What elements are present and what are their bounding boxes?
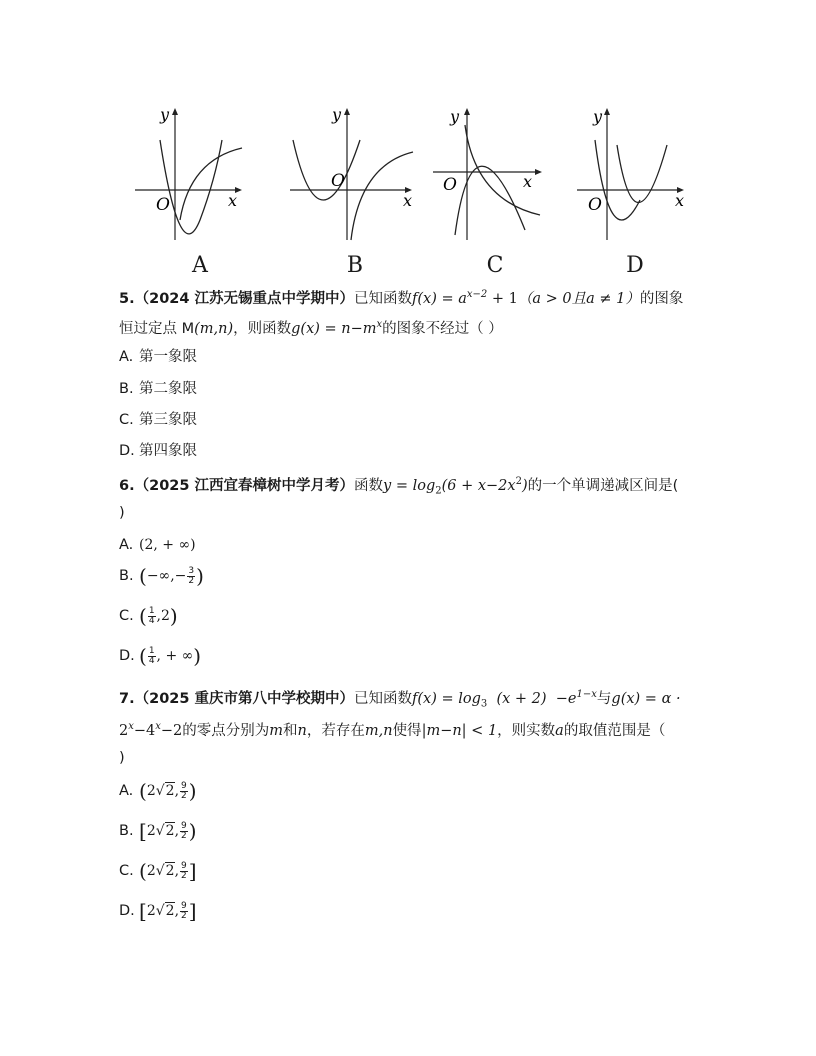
bracket-close: ) — [188, 779, 197, 803]
fraction-numerator: 9 — [181, 820, 187, 831]
option-coefficient: 2 — [146, 863, 156, 879]
x-axis-label: x — [403, 191, 413, 210]
bracket-open: [ — [139, 899, 147, 923]
math-variable: m,n — [364, 722, 393, 739]
option-coefficient: 2 — [146, 783, 156, 799]
radicand: 2 — [165, 863, 175, 879]
option-text: 第四象限 — [139, 443, 197, 459]
option-5c[interactable] — [119, 410, 197, 430]
question-text: 的一个单调递减区间是( — [527, 477, 679, 494]
fraction-numerator: 9 — [181, 780, 187, 791]
bracket-close: ] — [188, 859, 197, 883]
math-expression: 2 — [119, 722, 129, 739]
question-text: 已知函数 — [354, 690, 413, 707]
option-6a[interactable] — [119, 535, 196, 555]
option-text: −∞,− — [146, 568, 187, 584]
option-letter: A. — [119, 783, 134, 799]
option-text: ,2 — [156, 608, 170, 624]
math-exponent: x — [128, 721, 134, 732]
origin-label: O — [331, 171, 345, 191]
math-expression: (m,n) — [194, 320, 234, 337]
fraction-denominator: 2 — [188, 575, 195, 586]
question-source: （2025 江西宜春樟树中学月考） — [134, 477, 355, 494]
option-letter: C. — [119, 863, 134, 879]
math-condition: （a > 0且a ≠ 1） — [517, 290, 640, 307]
question-text: ，若存在 — [306, 722, 365, 739]
question-text: 的图象 — [639, 290, 684, 307]
question-7-line-2 — [119, 717, 665, 741]
x-axis-label: x — [675, 191, 685, 210]
figure-c — [425, 100, 565, 278]
fraction — [180, 822, 188, 841]
question-text: 的图象不经过（ ） — [382, 320, 503, 337]
option-5d[interactable] — [119, 441, 197, 461]
figure-b — [285, 100, 425, 278]
graph-c — [425, 100, 565, 250]
question-text: 和 — [283, 722, 298, 739]
radicand: 2 — [165, 903, 175, 919]
question-text: 的零点分别为 — [182, 722, 270, 739]
question-7-line-1 — [119, 685, 681, 715]
option-6d[interactable]: D. ( $\frac{1}{4}$ , + ∞) — [119, 644, 202, 668]
graph-a — [130, 100, 270, 250]
math-exponent: x — [376, 319, 383, 330]
option-5b[interactable] — [119, 379, 197, 399]
bracket-close: ) — [188, 819, 197, 843]
question-text: ) — [119, 750, 125, 766]
option-6c[interactable]: C. ( $\frac{1}{4}$ ,2) — [119, 604, 178, 628]
math-expression: g(x) = n−m — [291, 320, 377, 337]
math-subscript: 3 — [480, 698, 488, 710]
math-subscript: 2 — [435, 485, 442, 497]
origin-label: O — [156, 195, 170, 215]
math-exponent: 1−x — [576, 689, 597, 700]
option-letter: C. — [119, 608, 134, 624]
option-letter: B. — [119, 381, 134, 397]
math-variable: m — [269, 722, 284, 739]
fraction — [148, 607, 156, 626]
math-expression: f(x) = a — [412, 290, 467, 307]
math-expression: f(x) = log — [412, 690, 481, 707]
option-letter: B. — [119, 568, 134, 584]
fraction-denominator: 2 — [181, 870, 187, 881]
math-exponent: 2 — [515, 476, 522, 487]
question-source: （2024 江苏无锡重点中学期中） — [134, 290, 355, 307]
option-coefficient: 2 — [146, 823, 156, 839]
fraction-numerator: 1 — [148, 645, 155, 656]
math-expression: (6 + x−2x — [441, 477, 516, 494]
math-expression: (x + 2) −e — [487, 690, 577, 707]
math-exponent: x — [155, 721, 161, 732]
fraction-denominator: 4 — [148, 615, 155, 626]
figure-a — [130, 100, 270, 278]
fraction — [148, 647, 156, 666]
math-variable: n — [297, 722, 307, 739]
fraction-denominator: 2 — [181, 910, 187, 921]
origin-label: O — [443, 175, 457, 195]
graph-figures — [120, 100, 700, 278]
question-5-line-2 — [119, 315, 503, 339]
option-text: 第三象限 — [139, 412, 197, 428]
figure-label: B — [346, 253, 364, 278]
math-exponent: x−2 — [466, 289, 488, 300]
option-coefficient: 2 — [146, 903, 156, 919]
fraction-numerator: 9 — [181, 860, 187, 871]
question-text: 与 — [596, 690, 612, 707]
question-6-line-1 — [119, 472, 678, 502]
option-7d[interactable]: D. [2√2, $\frac{9}{2}$ ] — [119, 899, 197, 923]
question-text: 已知函数 — [354, 290, 413, 307]
graph-d — [565, 100, 705, 250]
fraction — [180, 862, 188, 881]
math-variable: a — [555, 722, 564, 739]
question-number: 5. — [119, 290, 135, 307]
math-expression: −4 — [133, 722, 156, 739]
option-text: 第二象限 — [139, 381, 197, 397]
fraction-denominator: 4 — [148, 655, 155, 666]
math-expression: |m−n| < 1 — [421, 722, 498, 739]
question-text: 恒过定点 M — [119, 320, 195, 337]
question-number: 7. — [119, 690, 135, 707]
option-text: (2, + ∞) — [139, 537, 196, 553]
x-axis-label: x — [228, 191, 238, 210]
option-text: 第一象限 — [139, 349, 197, 365]
math-expression: g(x) = α · — [611, 690, 681, 707]
option-6b[interactable]: B. (−∞,− $\frac{3}{2}$ ) — [119, 564, 204, 588]
bracket-open: [ — [139, 819, 147, 843]
y-axis-label: y — [593, 107, 603, 126]
option-7c[interactable]: C. (2√2, $\frac{9}{2}$ ] — [119, 859, 197, 883]
math-expression: −2 — [160, 722, 183, 739]
fraction — [180, 782, 188, 801]
fraction-denominator: 2 — [181, 790, 187, 801]
figure-label: D — [626, 253, 644, 278]
math-expression: y = log — [383, 477, 436, 494]
fraction-numerator: 9 — [181, 900, 187, 911]
option-5a[interactable] — [119, 347, 197, 367]
fraction — [180, 902, 188, 921]
option-text: , + ∞ — [156, 648, 194, 664]
option-7b[interactable]: B. [2√2, $\frac{9}{2}$ ) — [119, 819, 197, 843]
bracket-open: ( — [139, 859, 147, 883]
question-7-line-3 — [119, 748, 125, 768]
option-letter: B. — [119, 823, 134, 839]
y-axis-label: y — [332, 105, 342, 124]
figure-label: A — [192, 253, 208, 278]
question-5-line-1 — [119, 285, 683, 309]
radicand: 2 — [165, 823, 175, 839]
question-text: 的取值范围是（ — [563, 722, 666, 739]
figure-label: C — [486, 253, 504, 278]
origin-label: O — [588, 195, 602, 215]
fraction-denominator: 2 — [181, 830, 187, 841]
figure-d — [565, 100, 705, 278]
radicand: 2 — [165, 783, 175, 799]
option-letter: C. — [119, 412, 134, 428]
math-expression: + 1 — [487, 290, 518, 307]
option-letter: A. — [119, 349, 134, 365]
question-text: 使得 — [392, 722, 422, 739]
math-expression: ) — [521, 477, 528, 494]
question-6-line-2 — [119, 503, 125, 523]
option-letter: A. — [119, 537, 134, 553]
option-letter: D. — [119, 443, 135, 459]
y-axis-label: y — [160, 105, 170, 124]
option-letter: D. — [119, 903, 135, 919]
bracket-open: ( — [139, 779, 147, 803]
question-text: ，则实数 — [497, 722, 556, 739]
option-7a[interactable]: A. (2√2, $\frac{9}{2}$ ) — [119, 779, 197, 803]
fraction-numerator: 1 — [148, 605, 155, 616]
y-axis-label: y — [450, 107, 460, 126]
question-text: ，则函数 — [233, 320, 292, 337]
question-text: ) — [119, 505, 125, 521]
graph-b — [285, 100, 425, 250]
fraction-numerator: 3 — [188, 565, 195, 576]
bracket-close: ] — [188, 899, 197, 923]
x-axis-label: x — [523, 172, 533, 191]
question-source: （2025 重庆市第八中学校期中） — [134, 690, 355, 707]
question-text: 函数 — [354, 477, 384, 494]
option-letter: D. — [119, 648, 135, 664]
question-number: 6. — [119, 477, 135, 494]
fraction — [187, 567, 195, 586]
